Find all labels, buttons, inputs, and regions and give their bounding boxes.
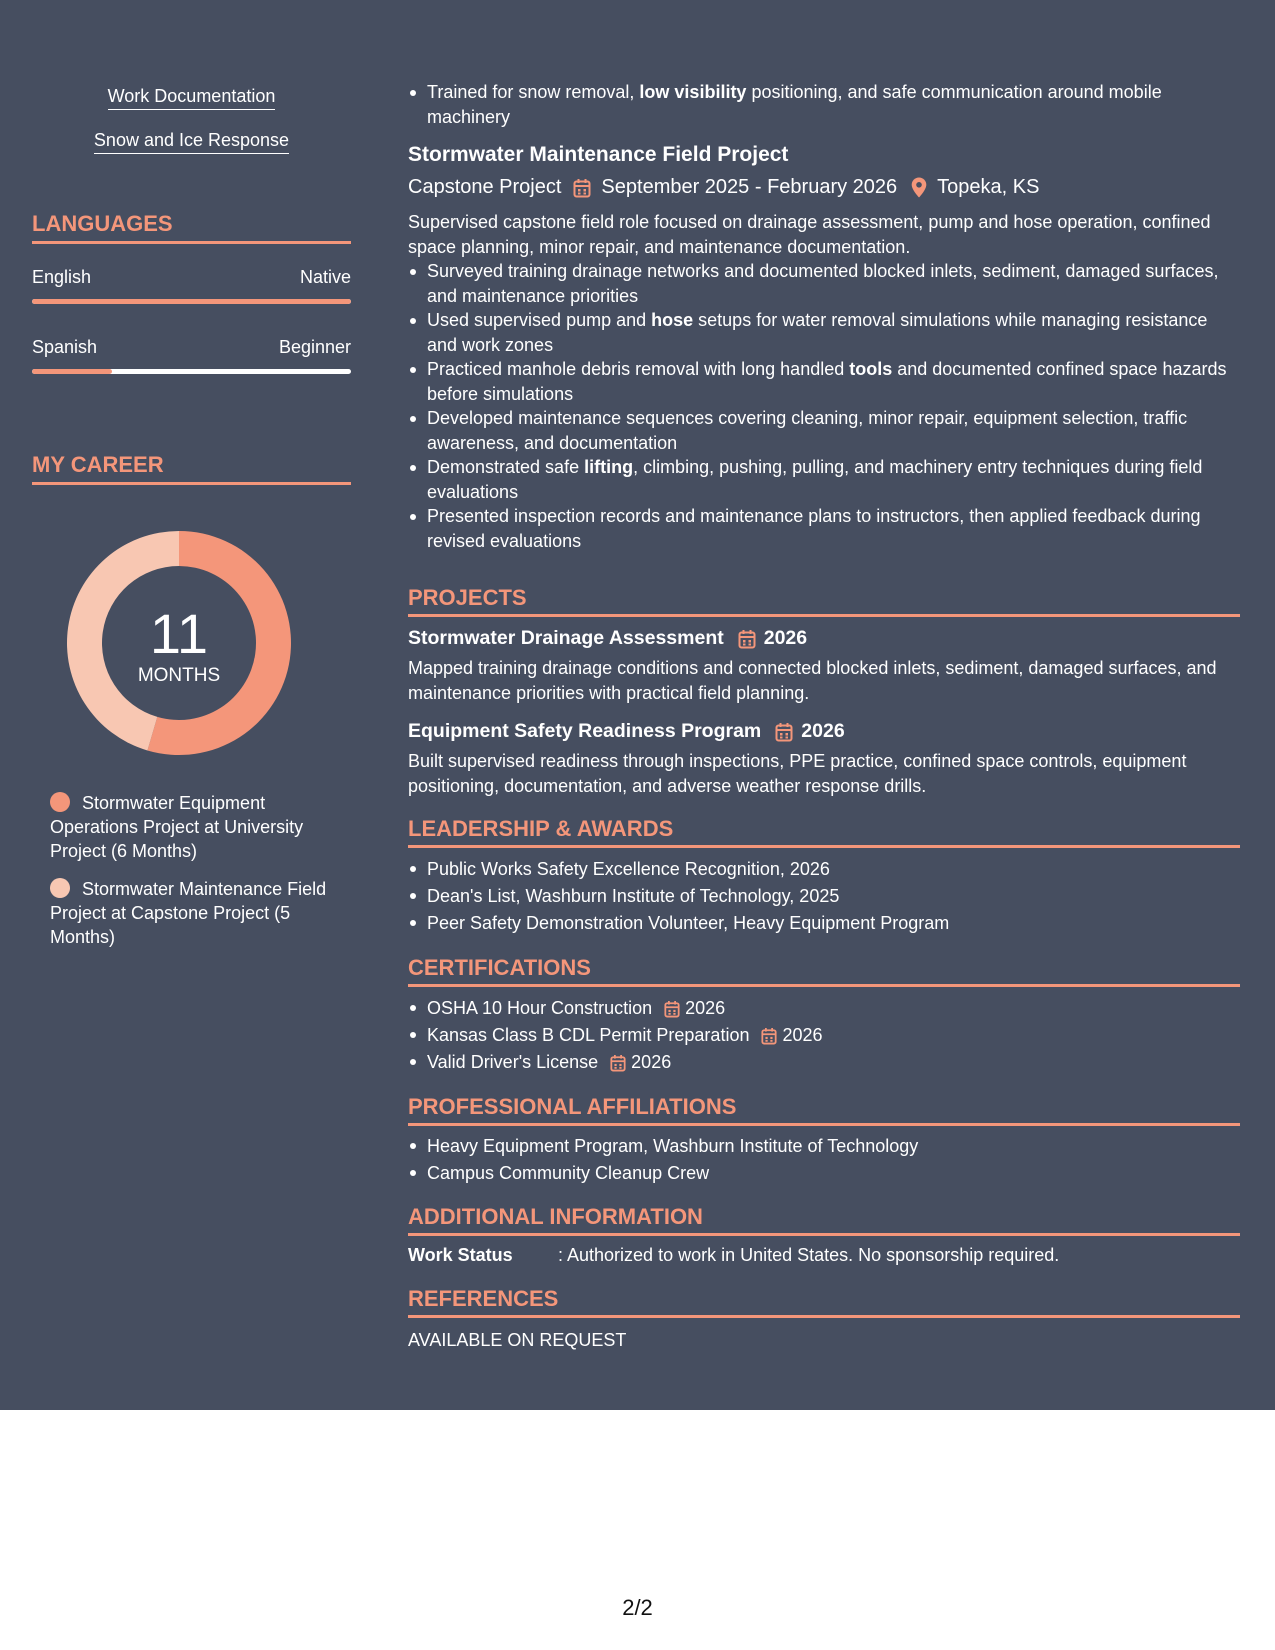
language-bar-english (32, 299, 351, 304)
list-item: Peer Safety Demonstration Volunteer, Heavy Equipment Program (408, 910, 1240, 937)
affiliations-list (408, 1133, 1240, 1187)
career-heading: MY CAREER (32, 452, 351, 485)
list-item: Developed maintenance sequences covering cleaning, minor repair, equipment selection, traffic awareness, and documentation (408, 406, 1240, 455)
skill-snow-and-ice-response[interactable]: Snow and Ice Response (32, 130, 351, 151)
calendar-icon (775, 722, 793, 742)
project-description: Built supervised readiness through inspections, PPE practice, confined space controls, equipment positioning, documentation, and adverse weather response drills. (408, 751, 1187, 796)
career-donut-chart (66, 530, 292, 756)
calendar-icon (664, 1000, 680, 1018)
project-description: Mapped training drainage conditions and connected blocked inlets, sediment, damaged surfaces, and maintenance priorities with practical field planning. (408, 658, 1217, 703)
list-item: Practiced manhole debris removal with long handled tools and documented confined space hazards before simulations (408, 357, 1240, 406)
job-company: Capstone Project (408, 176, 562, 198)
language-bar-spanish (32, 369, 351, 374)
list-item: Trained for snow removal, low visibility positioning, and safe communication around mobile machinery (408, 80, 1240, 129)
list-item: Heavy Equipment Program, Washburn Institute of Technology (408, 1133, 1240, 1160)
list-item: Demonstrated safe lifting, climbing, pushing, pulling, and machinery entry techniques during field evaluations (408, 455, 1240, 504)
languages-heading: LANGUAGES (32, 211, 351, 244)
certifications-heading: CERTIFICATIONS (408, 955, 1240, 987)
job-bullets (408, 259, 1240, 553)
certifications-list (408, 995, 1240, 1076)
page-number: 2/2 (622, 1595, 653, 1620)
language-name: Spanish (32, 337, 98, 357)
references-heading: REFERENCES (408, 1286, 1240, 1318)
job-title: Stormwater Maintenance Field Project (408, 143, 789, 166)
career-legend-item (50, 877, 340, 949)
language-level: Beginner (278, 337, 351, 357)
list-item: Public Works Safety Excellence Recognition, 2026 (408, 856, 1240, 883)
list-item: Campus Community Cleanup Crew (408, 1160, 1240, 1187)
job-location: Topeka, KS (937, 176, 1040, 198)
calendar-icon (573, 178, 591, 198)
awards-heading: LEADERSHIP & AWARDS (408, 816, 1240, 848)
career-unit: MONTHS (137, 665, 221, 686)
list-item: Used supervised pump and hose setups for water removal simulations while managing resistance and work zones (408, 308, 1240, 357)
list-item: Presented inspection records and maintenance plans to instructors, then applied feedback during revised evaluations (408, 504, 1240, 553)
project-title: Stormwater Drainage Assessment 2026 (408, 627, 808, 649)
language-row-english (32, 267, 351, 288)
calendar-icon (610, 1054, 626, 1072)
work-status-label: Work Status (408, 1245, 513, 1265)
career-legend-label: Stormwater Equipment Operations Project at University Project (6 Months) (50, 793, 304, 861)
map-pin-icon (911, 177, 927, 198)
job-summary: Supervised capstone field role focused on drainage assessment, pump and hose operation, confined space planning, minor repair, and maintenance documentation. (408, 212, 1211, 257)
list-item: OSHA 10 Hour Construction 2026 (408, 995, 1240, 1022)
calendar-icon (738, 629, 756, 649)
legend-dot (50, 792, 70, 812)
job-dates: September 2025 - February 2026 (601, 176, 898, 198)
projects-heading: PROJECTS (408, 585, 1240, 617)
list-item: Surveyed training drainage networks and documented blocked inlets, sediment, damaged surfaces, and maintenance priorities (408, 259, 1240, 308)
skill-work-documentation[interactable]: Work Documentation (32, 86, 351, 107)
list-item: Valid Driver's License 2026 (408, 1049, 1240, 1076)
job-meta (408, 176, 1039, 199)
language-bar-fill (32, 299, 351, 304)
career-legend-item (50, 791, 340, 863)
language-name: English (32, 267, 92, 287)
language-bar-fill (32, 369, 112, 374)
awards-list (408, 856, 1240, 937)
affiliations-heading: PROFESSIONAL AFFILIATIONS (408, 1094, 1240, 1126)
calendar-icon (761, 1027, 777, 1045)
previous-job-bullets (408, 80, 1240, 129)
career-legend-label: Stormwater Maintenance Field Project at Capstone Project (5 Months) (50, 879, 327, 947)
list-item: Dean's List, Washburn Institute of Technology, 2025 (408, 883, 1240, 910)
additional-info-heading: ADDITIONAL INFORMATION (408, 1204, 1240, 1236)
list-item: Kansas Class B CDL Permit Preparation 2026 (408, 1022, 1240, 1049)
career-total: 11 (149, 602, 209, 665)
legend-dot (50, 878, 70, 898)
language-row-spanish (32, 337, 351, 358)
work-status-value: : Authorized to work in United States. No sponsorship required. (558, 1245, 1060, 1265)
work-status (408, 1245, 1059, 1266)
language-level: Native (299, 267, 351, 287)
project-title: Equipment Safety Readiness Program 2026 (408, 720, 845, 742)
references-text: AVAILABLE ON REQUEST (408, 1330, 627, 1350)
